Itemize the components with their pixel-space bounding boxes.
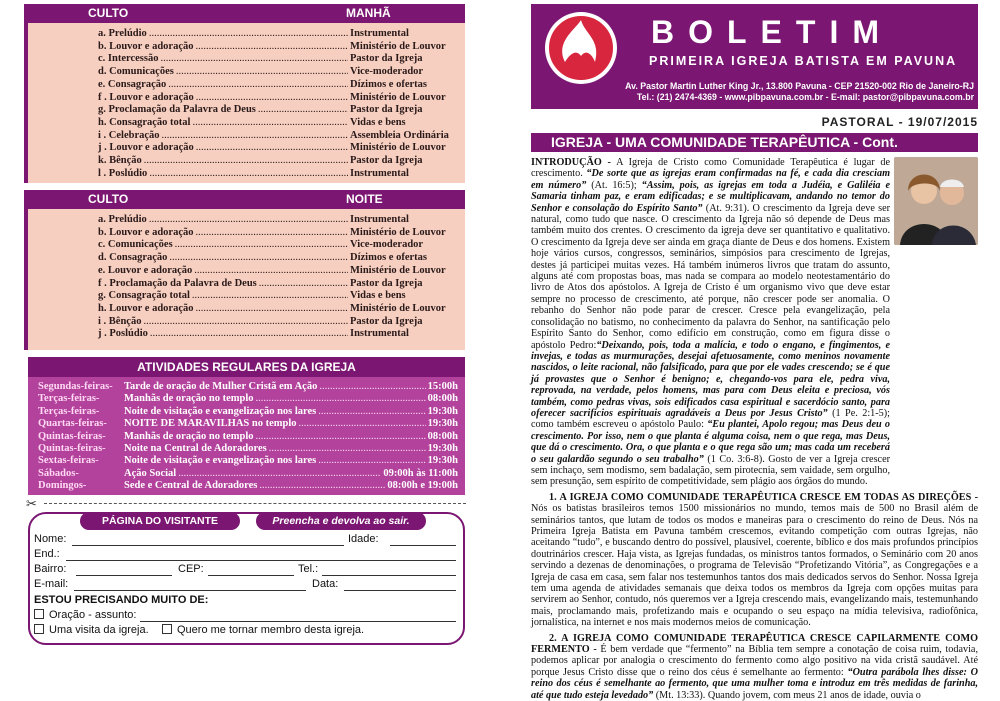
order-row [98,142,468,155]
activity-description: Tarde de oração de Mulher Cristã em Ação [124,381,318,392]
dot-leader [143,316,348,329]
church-name: PRIMEIRA IGREJA BATISTA EM PAVUNA [649,54,958,68]
article-title: IGREJA - UMA COMUNIDADE TERAPÊUTICA - Cont. [531,133,978,152]
order-row [98,168,468,181]
cut-line [44,503,466,504]
order-responsible: Ministério de Louvor [350,302,446,314]
activity-row [38,431,458,443]
article-intro: INTRODUÇÃO - A Igreja de Cristo como Comunidade Terapêutica é lugar de crescimento. “De sorte que as igrejas eram confirmadas na fé, e cada dia cresciam em número” (At. 16:5); “Assim, pois, as igrejas em toda a Judéia, e Galiléia e Samaria tinham paz, e eram edificadas; e se multiplicavam, andando no temor do Senhor e consolação do Espírito Santo” (At. 9:31). O crescimento da Igreja deve ser natural, como tudo que nasce. O crescimento da Igreja não só depende de Deus mas também muito dos crentes. O crescimento da igreja deve ser quantitativo e qualitativo. O crescimento da Igreja deve ser ainda em graça diante de Deus e dos homens. Existem hoje vários cursos, congressos, seminários, simpósios para crescimento de Igrejas, destes já participei muitas vezes. Há também inúmeros livros que tratam do assunto, alguns até com propostas boas, mas nada se compara ao modelo neotestamentário do livro de Atos dos apóstolos. A Igreja de Cristo é um organismo vivo que deve estar sempre no processo de crescimento, até porque, não crescer pode ser anomalia. O rebanho do Senhor não pode parar de crescer. Cresce pela evangelização, pela consolidação no batismo, no conhecimento da palavra do Senhor, na santificação pelo Espírito Santo do Senhor, como edifício em construção, como em figura disse o apóstolo Pedro:“Deixando, pois, toda a malícia, e todo o engano, e fingimentos, e invejas, e todas as murmurações, desejai afetuosamente, como meninos novamente nascidos, o leite racional, não falsificado, para que por ele vades crescendo; se é que já provastes que o Senhor é benigno; e, chegando-vos para ele, pedra viva, reprovada, na verdade, pelos homens, mas para com Deus eleita e preciosa, vós também, como pedras vivas, sois edificados casa espiritual e sacerdócio santo, para oferecer sacrifícios espirituais agradáveis a Deus por Jesus Cristo” (1 Pe. 2:1-5); como também escreveu o apóstolo Paulo: “Eu plantei, Apolo regou; mas Deus deu o crescimento. Por isso, nem o que planta é alguma coisa, nem o que rega, mas Deus, que dá o crescimento. Ora, o que planta e o que rega são um; mas cada um receberá o seu galardão segundo o seu trabalho” (1 Co. 3:6-8). Gosto de ver a Igreja crescer sem inchaço, sem modismo, sem badalação, sem pirotecnia, sem vaidade, sem orgulho, sem presunção, sem espírito de competitividade, sem plágio aos órgãos do mundo. [531,157,890,488]
dot-leader [196,92,348,105]
activity-time: 19:30h [427,405,458,417]
activity-day: Sextas-feiras- [38,455,99,467]
morning-service-header [28,4,465,23]
activity-time: 15:00h [427,381,458,392]
activity-row [38,480,458,492]
activity-time: 19:30h [427,455,458,467]
prayer-subject-field[interactable] [140,621,456,622]
activity-row [38,455,458,467]
activity-description: Noite de visitação e evangelização nos lares [124,455,317,467]
order-row [98,66,468,79]
order-responsible: Instrumental [350,328,409,340]
cep-field[interactable] [208,575,294,576]
article-section-2: 2. A IGREJA COMO COMUNIDADE TERAPÊUTICA CRESCE CAPILARMENTE COMO FERMENTO - É bem verdade que “fermento” na Bíblia tem sempre a conotação de coisa ruim, todavia, podemos aplicar por analogia o crescimento do fermento como algo positivo na vida cristã saudável. Até porque Jesus Cristo disse que o reino dos céus é semelhante ao fermento: “Outra parábola lhes disse: O reino dos céus é semelhante ao fermento, que uma mulher toma e introduz em três medidas de farinha, até que tudo esteja levedado” (Mt. 13:33). Quando jovem, com meus 21 anos de idade, ouvia o [531,632,978,701]
activity-day: Quintas-feiras- [38,430,106,442]
dot-leader [256,431,426,443]
period-label: NOITE [346,192,383,206]
email-field[interactable] [74,590,306,591]
order-responsible: Pastor da Igreja [350,315,423,327]
order-responsible: Instrumental [350,28,409,39]
bulletin-header [531,4,978,109]
order-item: a. Prelúdio [98,214,147,225]
prayer-option-label: Oração - assunto: [49,609,137,621]
order-item: c. Comunicações [98,239,173,251]
activity-description: Manhãs de oração no templo [124,430,254,442]
activities-title: ATIVIDADES REGULARES DA IGREJA [28,357,465,377]
order-item: i . Celebração [98,129,160,141]
order-responsible: Pastor da Igreja [350,53,423,65]
name-label: Nome: [34,533,67,545]
dot-leader [195,227,348,240]
activity-row [38,468,458,480]
article-body [531,157,978,701]
church-logo-icon [545,12,617,84]
order-responsible: Pastor da Igreja [350,277,423,289]
order-responsible: Instrumental [350,167,409,179]
name-field[interactable] [72,545,344,546]
dot-leader [269,443,426,455]
order-item: d. Comunicações [98,66,174,78]
age-field[interactable] [390,545,456,546]
activities-list [38,381,458,493]
activity-row [38,443,458,455]
order-row [98,28,468,41]
order-row [98,252,468,265]
activity-day: Terças-feiras- [38,405,100,417]
order-responsible: Pastor da Igreja [350,155,423,167]
dot-leader [196,142,348,155]
activity-description: NOITE DE MARAVILHAS no templo [124,418,297,430]
church-address: Av. Pastor Martin Luther King Jr., 13.800 Pavuna - CEP 21520-002 Rio de Janeiro-RJ [625,81,974,91]
activity-row [38,393,458,405]
order-row [98,239,468,252]
order-item: h. Louvor e adoração [98,302,194,314]
activity-time: 08:00h [427,393,458,405]
order-row [98,316,468,329]
order-responsible: Instrumental [350,214,409,225]
activity-day: Segundas-feiras- [38,381,113,392]
order-responsible: Pastor da Igreja [350,104,423,116]
order-responsible: Assembleia Ordinária [350,129,449,141]
order-responsible: Vidas e bens [350,290,406,302]
order-responsible: Dízimos e ofertas [350,252,427,264]
culto-label: CULTO [88,6,129,20]
dot-leader [194,265,348,278]
dot-leader [256,393,426,405]
order-row [98,290,468,303]
dot-leader [162,130,348,143]
church-phone-web-email: Tel.: (21) 2474-4369 - www.pibpavuna.com.br - E-mail: pastor@pibpavuna.com.br [636,92,974,102]
dot-leader [192,117,348,130]
order-item: e. Louvor e adoração [98,264,193,276]
order-item: b. Louvor e adoração [98,40,194,52]
visit-option[interactable] [34,624,149,636]
dot-leader [168,79,348,92]
order-item: i . Bênção [98,315,142,327]
prayer-checkbox[interactable] [34,609,44,619]
activities-block [28,357,465,495]
order-responsible: Vidas e bens [350,116,406,128]
activity-description: Noite na Central de Adoradores [124,443,267,455]
dot-leader [144,155,348,168]
activity-description: Manhãs de oração no templo [124,393,254,405]
night-service-block [28,190,465,350]
order-row [98,41,468,54]
order-item: c. Intercessão [98,53,159,65]
visit-checkbox[interactable] [34,624,44,634]
age-label: Idade: [348,533,379,545]
activity-day: Domingos- [38,480,87,492]
dot-leader [175,239,348,252]
activity-time: 19:30h [427,443,458,455]
member-checkbox[interactable] [162,624,172,634]
dot-leader [319,381,425,393]
order-row [98,130,468,143]
order-item: g. Consagração total [98,290,190,302]
order-responsible: Ministério de Louvor [350,91,446,103]
dot-leader [259,278,348,291]
order-row [98,227,468,240]
activity-row [38,418,458,430]
dot-leader [150,328,348,341]
order-item: l . Poslúdio [98,167,148,179]
dot-leader [192,290,348,303]
period-label: MANHÃ [346,6,391,20]
dot-leader [195,41,348,54]
date-label: Data: [312,578,339,590]
dot-leader [176,66,348,79]
visit-option-label: Uma visita da igreja. [49,624,149,636]
dot-leader [299,418,426,430]
order-row [98,104,468,117]
member-option[interactable] [162,624,364,636]
activity-day: Quartas-feiras- [38,418,107,430]
dot-leader [318,455,425,467]
order-item: j . Poslúdio [98,328,148,340]
order-item: h. Consagração total [98,116,191,128]
order-row [98,265,468,278]
dot-leader [149,214,348,227]
order-row [98,278,468,291]
morning-service-block [28,4,465,183]
activity-time: 19:30h [427,418,458,430]
dot-leader [160,53,348,66]
visitor-form-title: PÁGINA DO VISITANTE [80,512,240,530]
order-row [98,303,468,316]
district-field[interactable] [76,575,172,576]
dot-leader [149,28,348,41]
order-row [98,117,468,130]
activity-time: 09:00h às 11:00h [383,467,458,479]
address-label: End.: [34,548,60,560]
dot-leader [149,168,348,181]
dot-leader [195,303,348,316]
order-item: g. Proclamação da Palavra de Deus [98,104,256,116]
activity-description: Noite de visitação e evangelização nos lares [124,405,317,417]
order-responsible: Ministério de Louvor [350,226,446,238]
visitor-form-subtitle: Preencha e devolva ao sair. [256,512,426,530]
order-responsible: Vice-moderador [350,239,424,251]
order-responsible: Vice-moderador [350,66,424,78]
order-item: j . Louvor e adoração [98,142,194,154]
church-contact [559,81,974,103]
dot-leader [259,480,385,492]
activity-row [38,381,458,393]
activity-day: Quintas-feiras- [38,443,106,455]
right-page [505,0,1000,701]
order-responsible: Ministério de Louvor [350,40,446,52]
dot-leader [169,252,348,265]
cep-label: CEP: [178,563,204,575]
phone-field[interactable] [322,575,456,576]
address-field[interactable] [66,560,456,561]
bulletin-title: BOLETIM [651,14,893,50]
pastoral-date: PASTORAL - 19/07/2015 [821,115,978,129]
phone-label: Tel.: [298,563,319,575]
dot-leader [178,468,381,480]
order-item: f . Proclamação da Palavra de Deus [98,277,257,289]
dot-leader [318,406,425,418]
article-section-1: 1. A IGREJA COMO COMUNIDADE TERAPÊUTICA CRESCE EM TODAS AS DIREÇÕES - Nós os batistas brasileiros temos 1500 missionários no mundo, temos mais de 500 no Brasil além de seminários tantos, que lutam de todos os modos e maneiras para o crescimento do reino de Deus. Nós na Primeira Igreja Batista em Pavuna também crescemos, evitando competição com outras Igrejas, não aceitando “tudo”, e buscando dentro do possível, plausível, coerente, bíblico e dos mais profundos princípios doutrinários crescer. Haja vista, as Igrejas fundadas, os ministros tantos formados, o Seminário com 20 anos servindo a dezenas de denominações, o programa de Televisão “Profetizando Vitória”, as Congregações e a Igreja de casa em casa, sem falar nos testemunhos tantos dos mais dedicados servos do Senhor. Nossa Igreja tem uma agenda de atividades semanais que deixa todos os membros da Igreja com opções muitas para servirem ao Senhor, contudo, nós queremos ver a Igreja crescendo mais, evangelizando mais, testemunhando mais, proclamando mais, profetizando mais e ocupando o seu espaço na mídia televisiva, radiofônica, jornalística, na internet e nos mais modernos meios de comunicação. [531,491,978,629]
morning-order-list [98,28,468,180]
activity-time: 08:00h [427,430,458,442]
order-item: e. Consagração [98,78,167,90]
order-row [98,92,468,105]
night-order-list [98,214,468,341]
order-item: k. Bênção [98,155,142,167]
scissors-icon: ✂ [26,496,37,511]
activity-description: Sede e Central de Adoradores [124,480,258,492]
order-responsible: Ministério de Louvor [350,142,446,154]
order-responsible: Dízimos e ofertas [350,78,427,90]
member-option-label: Quero me tornar membro desta igreja. [177,624,365,636]
needs-heading: ESTOU PRECISANDO MUITO DE: [34,594,209,606]
dot-leader [258,104,348,117]
order-row [98,328,468,341]
email-label: E-mail: [34,578,69,590]
activity-day: Terças-feiras- [38,393,100,405]
activity-description: Ação Social [124,467,177,479]
order-item: d. Consagração [98,252,168,264]
district-label: Bairro: [34,563,67,575]
prayer-option[interactable] [34,609,136,621]
order-row [98,155,468,168]
order-responsible: Ministério de Louvor [350,264,446,276]
activity-time: 08:00h e 19:00h [387,480,458,492]
order-row [98,79,468,92]
night-service-header [28,190,465,209]
order-row [98,214,468,227]
activity-day: Sábados- [38,467,79,479]
order-item: f . Louvor e adoração [98,91,194,103]
activity-row [38,406,458,418]
order-item: b. Louvor e adoração [98,226,194,238]
order-item: a. Prelúdio [98,28,147,39]
left-page [0,0,500,650]
order-row [98,53,468,66]
culto-label: CULTO [88,192,129,206]
date-field[interactable] [344,590,456,591]
